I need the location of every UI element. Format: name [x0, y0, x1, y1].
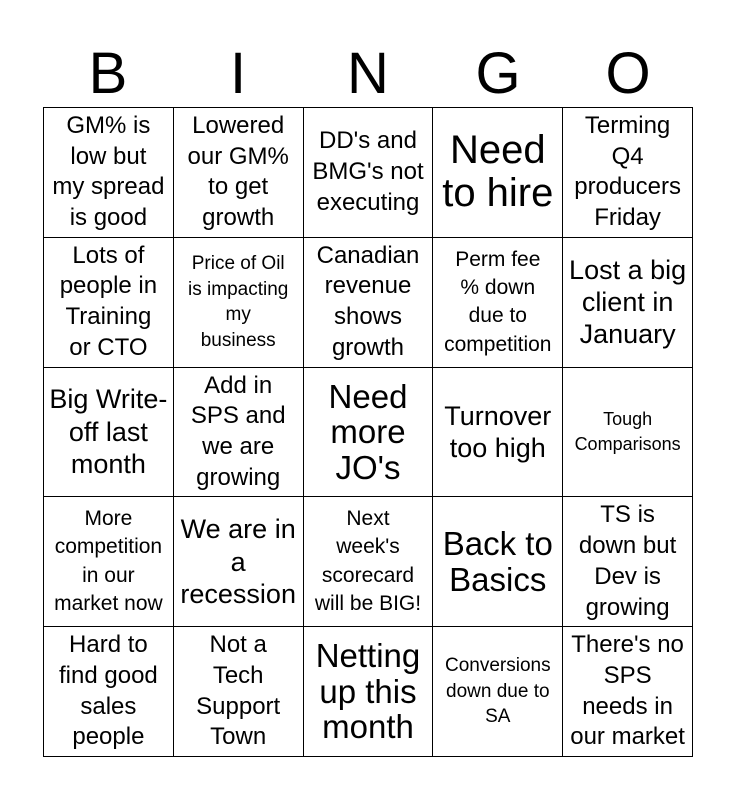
- header-letter-i: I: [229, 41, 247, 106]
- cell-text: Big Write- off last month: [49, 384, 168, 480]
- bingo-cell-r2c1[interactable]: [44, 238, 174, 368]
- cell-text: More competition in our market now: [54, 507, 163, 616]
- cell-text: Not a Tech Support Town: [196, 631, 281, 751]
- cell-text: There's no SPS needs in our market: [570, 631, 685, 751]
- cell-text: Need to hire: [442, 128, 554, 216]
- bingo-cell-r4c5[interactable]: [563, 497, 693, 627]
- bingo-cell-r2c3[interactable]: [304, 238, 434, 368]
- cell-text: Perm fee % down due to competition: [444, 247, 552, 356]
- bingo-cell-r1c2[interactable]: [174, 108, 304, 238]
- bingo-cell-r2c5[interactable]: [563, 238, 693, 368]
- bingo-cell-r1c4[interactable]: [433, 108, 563, 238]
- cell-text: Add in SPS and we are growing: [190, 371, 286, 491]
- cell-text: Lost a big client in January: [569, 254, 687, 350]
- bingo-cell-r4c1[interactable]: [44, 497, 174, 627]
- cell-text: Back to Basics: [442, 525, 553, 598]
- bingo-cell-r2c4[interactable]: [433, 238, 563, 368]
- bingo-cell-r1c5[interactable]: [563, 108, 693, 238]
- cell-text: Terming Q4 producers Friday: [574, 111, 681, 232]
- bingo-cell-r5c3[interactable]: [304, 627, 434, 757]
- header-letter-b: B: [88, 41, 128, 106]
- cell-text: Price of Oil is impacting my business: [188, 252, 289, 351]
- cell-text: GM% is low but my spread is good: [52, 111, 165, 232]
- bingo-cell-r3c2[interactable]: [174, 368, 304, 498]
- header-letter-g: G: [475, 41, 521, 106]
- cell-text: Netting up this month: [315, 637, 421, 746]
- bingo-cell-r5c2[interactable]: [174, 627, 304, 757]
- cell-text: TS is down but Dev is growing: [578, 501, 677, 621]
- cell-text: Next week's scorecard will be BIG!: [314, 507, 422, 616]
- cell-text: Lowered our GM% to get growth: [187, 111, 289, 232]
- cell-text: Hard to find good sales people: [59, 631, 158, 751]
- bingo-cell-r1c1[interactable]: [44, 108, 174, 238]
- bingo-cell-r5c5[interactable]: [563, 627, 693, 757]
- bingo-cell-r4c2[interactable]: [174, 497, 304, 627]
- bingo-cell-r5c4[interactable]: [433, 627, 563, 757]
- cell-text: We are in a recession: [180, 514, 296, 609]
- cell-text: Turnover too high: [444, 400, 552, 463]
- bingo-cell-r1c3[interactable]: [304, 108, 434, 238]
- bingo-cell-r3c1[interactable]: [44, 368, 174, 498]
- bingo-cell-r3c4[interactable]: [433, 368, 563, 498]
- bingo-cell-r2c2[interactable]: [174, 238, 304, 368]
- bingo-cell-r3c5[interactable]: [563, 368, 693, 498]
- cell-text: Need more JO's: [328, 377, 408, 486]
- cell-text: Tough Comparisons: [574, 408, 681, 454]
- bingo-cell-r5c1[interactable]: [44, 627, 174, 757]
- cell-text: Lots of people in Training or CTO: [59, 241, 158, 361]
- cell-text: Conversions down due to SA: [444, 655, 551, 728]
- bingo-board: [43, 107, 693, 757]
- bingo-cell-r4c3[interactable]: [304, 497, 434, 627]
- bingo-header: [43, 42, 693, 106]
- header-letter-o: O: [605, 41, 651, 106]
- cell-text: Canadian revenue shows growth: [316, 241, 420, 361]
- header-letter-n: N: [347, 41, 389, 106]
- bingo-cell-r3c3[interactable]: [304, 368, 434, 498]
- bingo-cell-r4c4[interactable]: [433, 497, 563, 627]
- cell-text: DD's and BMG's not executing: [312, 127, 424, 216]
